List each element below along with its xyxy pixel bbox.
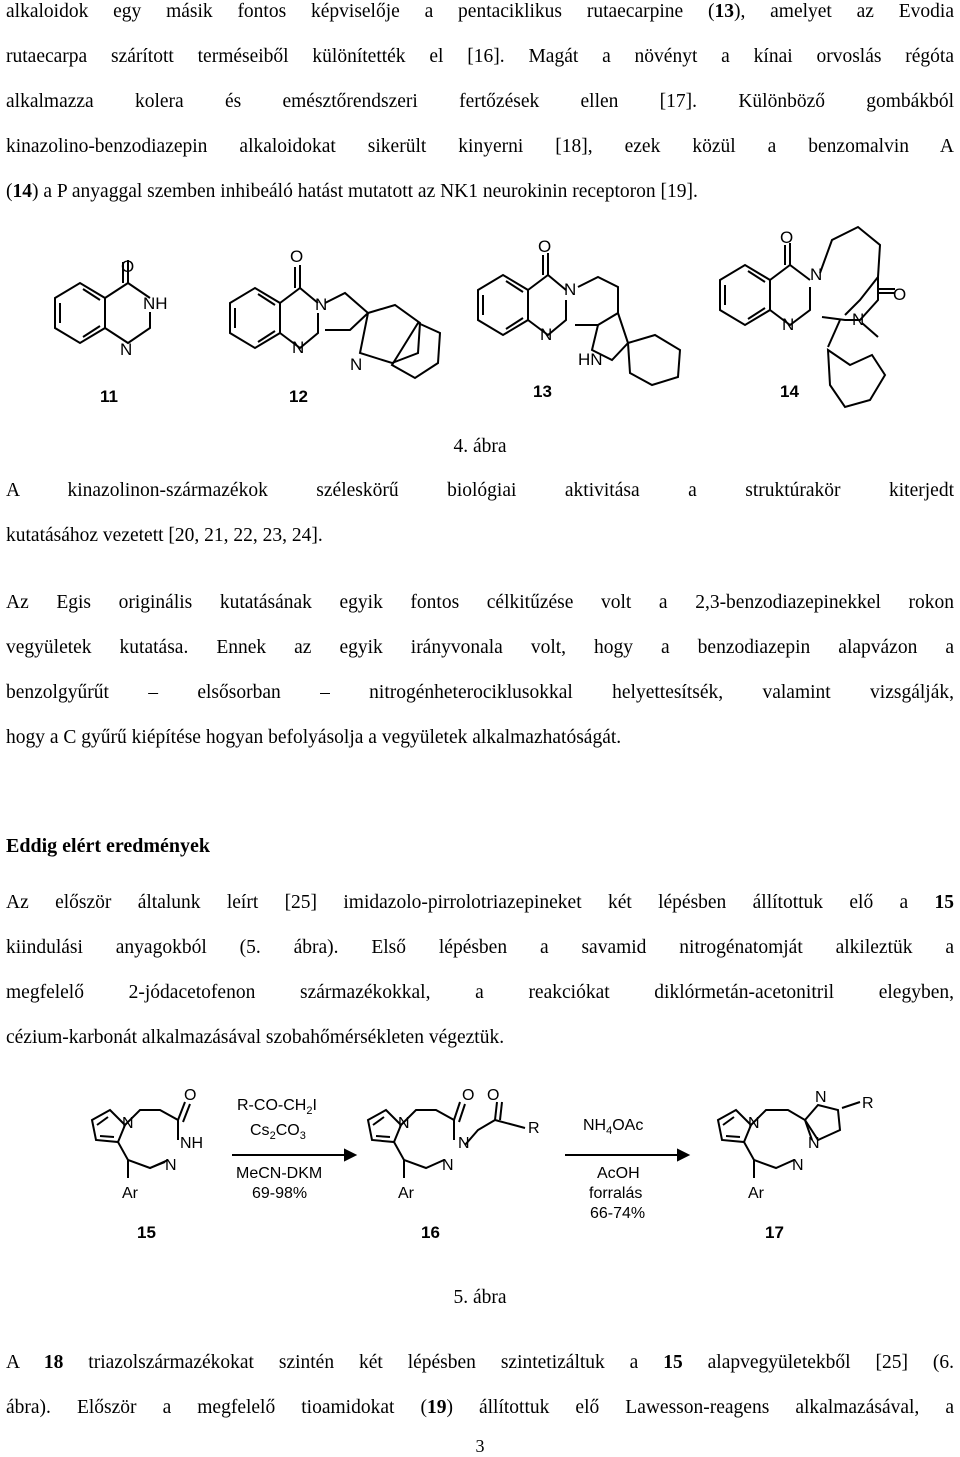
atom-N: N <box>398 1115 410 1132</box>
compound-14 <box>720 227 906 407</box>
text-line: kinazolino-benzodiazepin alkaloidokat sikerült kinyerni [18], ezek közül a benzomalvin A <box>6 136 954 157</box>
text-line: A 18 triazolszármazékokat szintén két lépésben szintetizáltuk a 15 alapvegyületekből [25] (6. <box>6 1352 954 1373</box>
atom-N: N <box>442 1157 454 1174</box>
atom-N: N <box>292 338 305 357</box>
atom-O: O <box>893 285 907 304</box>
text-line: ábra). Először a megfelelő tioamidokat (19) állítottuk elő Lawesson-reagens alkalmazásával, a <box>6 1397 954 1418</box>
atom-O: O <box>487 1087 500 1104</box>
reagent-3: $NH_4OAc$ <box>583 1117 644 1137</box>
atom-N: N <box>808 1135 820 1152</box>
atom-Ar: Ar <box>398 1185 414 1202</box>
atom-N: N <box>810 265 823 284</box>
atom-O: O <box>462 1087 475 1104</box>
compound-label-17: 17 <box>765 1223 784 1242</box>
page-number: 3 <box>475 1436 485 1456</box>
compound-label-13: 13 <box>533 382 552 401</box>
compound-16 <box>368 1087 540 1202</box>
atom-NH: NH <box>180 1135 204 1152</box>
compound-label-12: 12 <box>289 387 308 406</box>
atom-NH: NH <box>143 294 168 313</box>
atom-O: O <box>538 237 552 256</box>
condition-solvent: MeCN-DKM <box>236 1165 323 1182</box>
atom-O: O <box>184 1087 197 1104</box>
compound-11 <box>55 257 168 359</box>
atom-N: N <box>315 295 328 314</box>
figure-4-caption: 4. ábra <box>453 436 507 457</box>
atom-O: O <box>780 228 794 247</box>
section-heading: Eddig elért eredmények <box>6 835 211 857</box>
text-line: Az Egis originális kutatásának egyik fontos célkitűzése volt a 2,3-benzodiazepinekkel rokon <box>6 592 954 613</box>
text-line: Az először általunk leírt [25] imidazolo-pirrolotriazepineket két lépésben állítottuk elő a 15 <box>6 892 954 913</box>
atom-N: N <box>782 315 795 334</box>
figure-5-caption: 5. ábra <box>453 1287 507 1308</box>
figure-5-scheme <box>0 1080 960 1255</box>
text-line: rutaecarpa szárított terméseiből különítették el [16]. Magát a növényt a kínai orvoslás régóta <box>6 46 954 67</box>
text-line: A kinazolinon-származékok széleskörű biológiai aktivitása a struktúrakör kiterjedt <box>6 480 954 501</box>
atom-N: N <box>852 310 865 329</box>
paragraph-results <box>6 880 954 1060</box>
compound-label-14: 14 <box>780 382 799 401</box>
atom-HN: HN <box>578 350 603 369</box>
paragraph-kinazolinon <box>6 468 954 558</box>
atom-N: N <box>120 340 133 359</box>
atom-N: N <box>564 280 577 299</box>
text-line: alkalmazza kolera és emésztőrendszeri fertőzések ellen [17]. Különböző gombákból <box>6 91 954 112</box>
compound-15 <box>92 1087 203 1202</box>
figure-4-structures <box>0 225 960 425</box>
atom-O: O <box>121 257 135 276</box>
compound-label-16: 16 <box>421 1223 440 1242</box>
atom-Ar: Ar <box>122 1185 138 1202</box>
condition-yield: 69-98% <box>252 1185 308 1202</box>
atom-N: N <box>815 1089 827 1106</box>
compound-label-15: 15 <box>137 1223 156 1242</box>
atom-N: N <box>458 1135 470 1152</box>
atom-Ar: Ar <box>748 1185 764 1202</box>
atom-N: N <box>748 1115 760 1132</box>
text-line: kiindulási anyagokból (5. ábra). Első lépésben a savamid nitrogénatomját alkileztük a <box>6 937 954 958</box>
atom-O: O <box>290 247 304 266</box>
text-line: kutatásához vezetett [20, 21, 22, 23, 24]. <box>6 525 323 546</box>
text-line: alkaloidok egy másik fontos képviselője a pentaciklikus rutaecarpine (13), amelyet az Evodia <box>6 1 954 22</box>
atom-N: N <box>540 325 553 344</box>
condition-yield: 66-74% <box>590 1205 646 1222</box>
text-line: benzolgyűrűt – elsősorban – nitrogénheterociklusokkal helyettesítsék, valamint vizsgálják, <box>6 682 954 703</box>
text-line: megfelelő 2-jódacetofenon származékokkal, a reakciókat diklórmetán-acetonitril elegyben, <box>6 982 954 1003</box>
text-line: cézium-karbonát alkalmazásával szobahőmérsékleten végeztük. <box>6 1027 505 1048</box>
atom-N: N <box>165 1157 177 1174</box>
paragraph-egis <box>6 580 954 760</box>
reagent-2: $Cs_2CO_3$ <box>250 1122 306 1142</box>
condition-acid: AcOH <box>597 1165 640 1182</box>
condition-reflux: forralás <box>589 1185 643 1202</box>
paragraph-triazol <box>6 1340 954 1430</box>
atom-N: N <box>350 355 363 374</box>
text-line: hogy a C gyűrű kiépítése hogyan befolyásolja a vegyületek alkalmazhatóságát. <box>6 727 622 748</box>
compound-12 <box>230 247 440 378</box>
compound-label-11: 11 <box>100 387 118 406</box>
atom-R: R <box>528 1120 540 1137</box>
text-line: vegyületek kutatása. Ennek az egyik irányvonala volt, hogy a benzodiazepin alapvázon a <box>6 637 954 658</box>
reagent-1: $R-CO-CH_2I$ <box>237 1097 317 1117</box>
atom-R: R <box>862 1095 874 1112</box>
atom-N: N <box>122 1115 134 1132</box>
paragraph-intro <box>6 0 954 214</box>
compound-17 <box>718 1089 874 1202</box>
compound-13 <box>478 237 680 385</box>
atom-N: N <box>792 1157 804 1174</box>
text-line: (14) a P anyaggal szemben inhibeáló hatást mutatott az NK1 neurokinin receptoron [19]. <box>6 181 698 202</box>
